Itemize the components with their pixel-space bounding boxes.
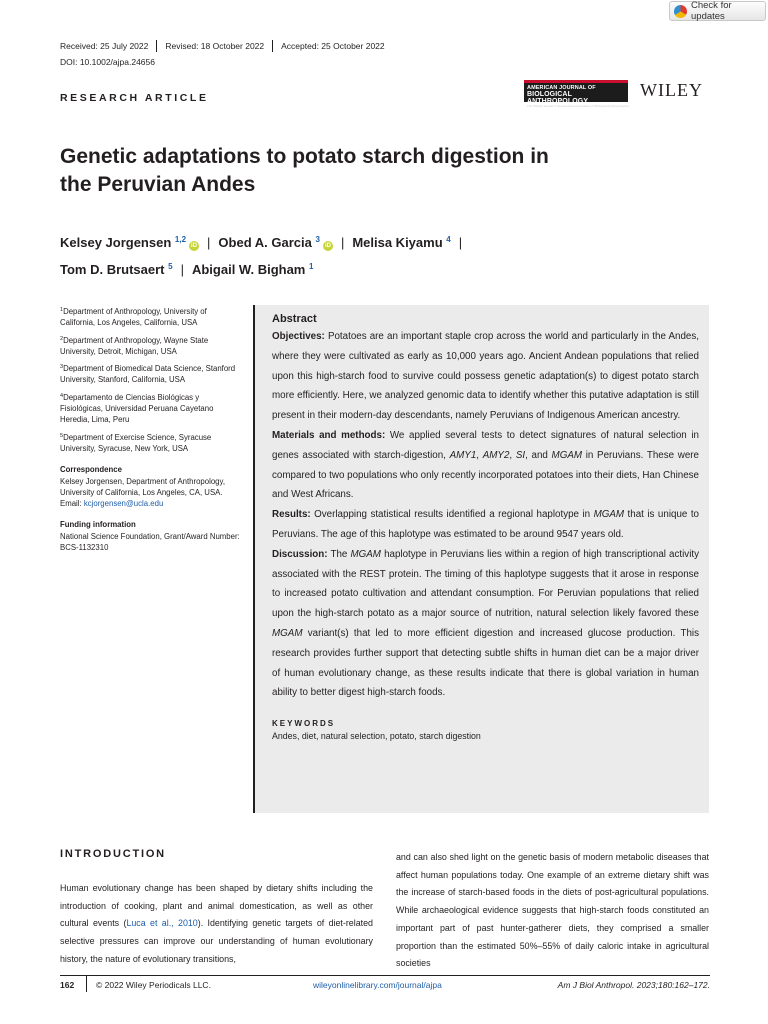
article-type: RESEARCH ARTICLE — [60, 92, 209, 104]
affiliation-number: 2 — [60, 335, 64, 342]
funding-heading: Funding information — [60, 520, 136, 530]
gene-name: AMY2 — [482, 449, 510, 461]
discussion-text: variant(s) that led to more efficient digestion and increased glucose production. This research provides further support that detecting subtle shifts in human diet can be a major driver of human evolutionary change, as these results indicate that there is global variation in human ability to better digest high-starch foods. — [272, 627, 699, 699]
affiliation — [60, 362, 240, 386]
gene-name: SI — [515, 449, 526, 461]
affiliation-number: 1 — [60, 307, 64, 313]
orcid-icon[interactable]: iD — [324, 243, 331, 249]
abstract-methods — [272, 426, 699, 505]
check-for-updates-label: Check for updates — [691, 0, 732, 22]
body-text: ). Identifying genetic targets of diet-related selective pressures can improve our understanding of human evolutionary history, the nature of evolutionary transitions, — [60, 918, 373, 964]
journal-url-link[interactable]: wileyonlinelibrary.com/journal/ajpa — [313, 980, 442, 990]
check-for-updates-button[interactable] — [669, 1, 766, 21]
page-number: 162 — [60, 980, 75, 990]
discussion-label: Discussion: — [272, 548, 328, 560]
author-name[interactable]: Melisa Kiyamu — [352, 235, 443, 250]
author-affiliation-ref[interactable]: 4 — [446, 235, 451, 244]
received-date: Received: 25 July 2022 — [60, 41, 149, 51]
abstract-box — [253, 305, 709, 813]
affiliation — [60, 431, 240, 455]
doi: DOI: 10.1002/ajpa.24656 — [60, 57, 155, 67]
publisher-logo: WILEY — [640, 80, 703, 100]
methods-separator: , and — [525, 449, 552, 461]
journal-logo-line1: AMERICAN JOURNAL OF — [527, 85, 596, 91]
footer-divider — [60, 975, 710, 976]
author-name[interactable]: Tom D. Brutsaert — [60, 262, 165, 277]
introduction-right-column: and can also shed light on the genetic basis of modern metabolic diseases that affect human populations today. One example of an extreme dietary shift was the increase of starch-based foods in the diets of post-agricultural populations. While archaeological evidence suggests that high-starch foods constituted an important part of past hunter-gatherer diets, they comprised a smaller proportion than the estimated 50%–55% of daily caloric intake in agricultural societies — [396, 852, 709, 969]
affiliation-number: 4 — [60, 392, 64, 399]
correspondence-email-line — [60, 498, 240, 509]
correspondence-text: Kelsey Jorgensen, Department of Anthropology, University of California, Los Angeles, CA, USA. — [60, 476, 225, 497]
email-link[interactable]: kcjorgensen@ucla.edu — [83, 499, 164, 509]
revised-date: Revised: 18 October 2022 — [156, 40, 272, 52]
introduction-heading: INTRODUCTION — [60, 848, 166, 860]
abstract-heading: Abstract — [272, 313, 317, 325]
abstract-results — [272, 505, 699, 545]
journal-citation: Am J Biol Anthropol. 2023;180:162–172. — [557, 980, 710, 990]
keywords-heading: KEYWORDS — [272, 719, 336, 729]
author-name[interactable]: Kelsey Jorgensen — [60, 235, 172, 250]
affiliation — [60, 305, 240, 329]
abstract-discussion — [272, 545, 699, 703]
discussion-text: The — [327, 548, 351, 560]
author-name[interactable]: Abigail W. Bigham — [191, 262, 306, 277]
affiliation-text: Department of Anthropology, Wayne State University, Detroit, Michigan, USA — [60, 335, 209, 356]
copyright: © 2022 Wiley Periodicals LLC. — [96, 980, 211, 990]
methods-label: Materials and methods: — [272, 429, 386, 441]
results-label: Results: — [272, 509, 311, 521]
discussion-text: haplotype in Peruvians lies within a region of high transcriptional activity associated with the REST protein. The timing of this haplotype suggests that it arose in response to increased potato cultivation and attendant consumption. For Peruvian populations that relied upon the high-starch potato as a major source of nutrition, natural selection likely favored these — [272, 548, 699, 620]
affiliation-text: Department of Biomedical Data Science, Stanford University, Stanford, California, USA — [60, 364, 236, 385]
introduction-left-column — [60, 880, 373, 969]
author-affiliation-ref[interactable]: 1 — [309, 262, 314, 271]
methods-separator: , — [509, 449, 516, 461]
author-affiliation-ref[interactable]: 3 — [315, 235, 320, 244]
gene-name: MGAM — [593, 509, 625, 521]
article-dates — [60, 40, 393, 52]
article-title: Genetic adaptations to potato starch digestion in the Peruvian Andes — [60, 145, 549, 196]
article-sidebar — [60, 305, 240, 553]
objectives-label: Objectives: — [272, 331, 325, 342]
author-separator: | — [458, 235, 463, 250]
author-separator: | — [207, 235, 211, 250]
accepted-date: Accepted: 25 October 2022 — [272, 40, 393, 52]
correspondence-heading: Correspondence — [60, 465, 122, 475]
methods-text: in Peruvians. These were compared to two populations who only recently incorporated potatoes into their diets, Han Chinese and West Africans. — [272, 449, 699, 501]
gene-name: AMY1 — [449, 449, 477, 461]
journal-logo — [524, 80, 629, 108]
journal-logo-line2: BIOLOGICAL ANTHROPOLOGY — [527, 91, 589, 105]
author-separator: | — [340, 235, 345, 250]
email-label: Email: — [60, 499, 84, 509]
objectives-text: Potatoes are an important staple crop across the world and particularly in the Andes, where they were cultivated as early as 10,000 years ago. Ancient Andean populations that relied upon this high-starch food to survive could possess genetic adaptation(s) to digest potato starch more efficiently. Here, we analyzed genomic data to identify whether this putative adaptation is still present in their modern-day descendants, namely Peruvians of Indigenous American ancestry. — [272, 331, 699, 422]
journal-logo-line3: The Official Journal of the American Association of Biological Anthropologists — [527, 104, 629, 108]
affiliation-number: 3 — [60, 364, 64, 371]
gene-name: MGAM — [551, 449, 583, 461]
affiliation-number: 5 — [60, 432, 64, 439]
author-separator: | — [180, 262, 184, 277]
methods-text: We applied several tests to detect signatures of natural selection in genes associated with starch-digestion, — [272, 429, 699, 461]
orcid-icon[interactable]: iD — [191, 243, 198, 249]
affiliation — [60, 391, 240, 426]
methods-separator: , — [476, 449, 483, 461]
author-list — [60, 228, 660, 282]
affiliation-text: Department of Anthropology, University of California, Los Angeles, California, USA — [60, 307, 207, 328]
author-name[interactable]: Obed A. Garcia — [218, 235, 312, 250]
abstract-objectives — [272, 327, 699, 426]
citation-link[interactable]: Luca et al., 2010 — [126, 918, 198, 929]
keywords-text: Andes, diet, natural selection, potato, starch digestion — [272, 731, 481, 742]
body-text: Human evolutionary change has been shaped by dietary shifts including the introduction of cooking, plant and animal domestication, as well as other cultural events ( — [60, 883, 373, 929]
affiliation — [60, 334, 240, 358]
gene-name: MGAM — [272, 627, 303, 639]
crossmark-icon — [674, 5, 687, 18]
results-text: that is unique to Peruvians. The age of this haplotype was estimated to be around 9547 years old. — [272, 509, 699, 540]
author-affiliation-ref[interactable]: 1,2 — [174, 235, 187, 244]
author-affiliation-ref[interactable]: 5 — [168, 262, 173, 271]
results-text: Overlapping statistical results identified a regional haplotype in — [310, 509, 594, 521]
funding-text: National Science Foundation, Grant/Award Number: BCS-1132310 — [60, 531, 240, 553]
affiliation-text: Department of Exercise Science, Syracuse University, Syracuse, New York, USA — [60, 432, 212, 453]
footer-separator — [86, 976, 87, 992]
gene-name: MGAM — [350, 548, 381, 560]
affiliation-text: Departamento de Ciencias Biológicas y Fisiológicas, Universidad Peruana Cayetano Heredia, Lima, Peru — [60, 392, 214, 425]
